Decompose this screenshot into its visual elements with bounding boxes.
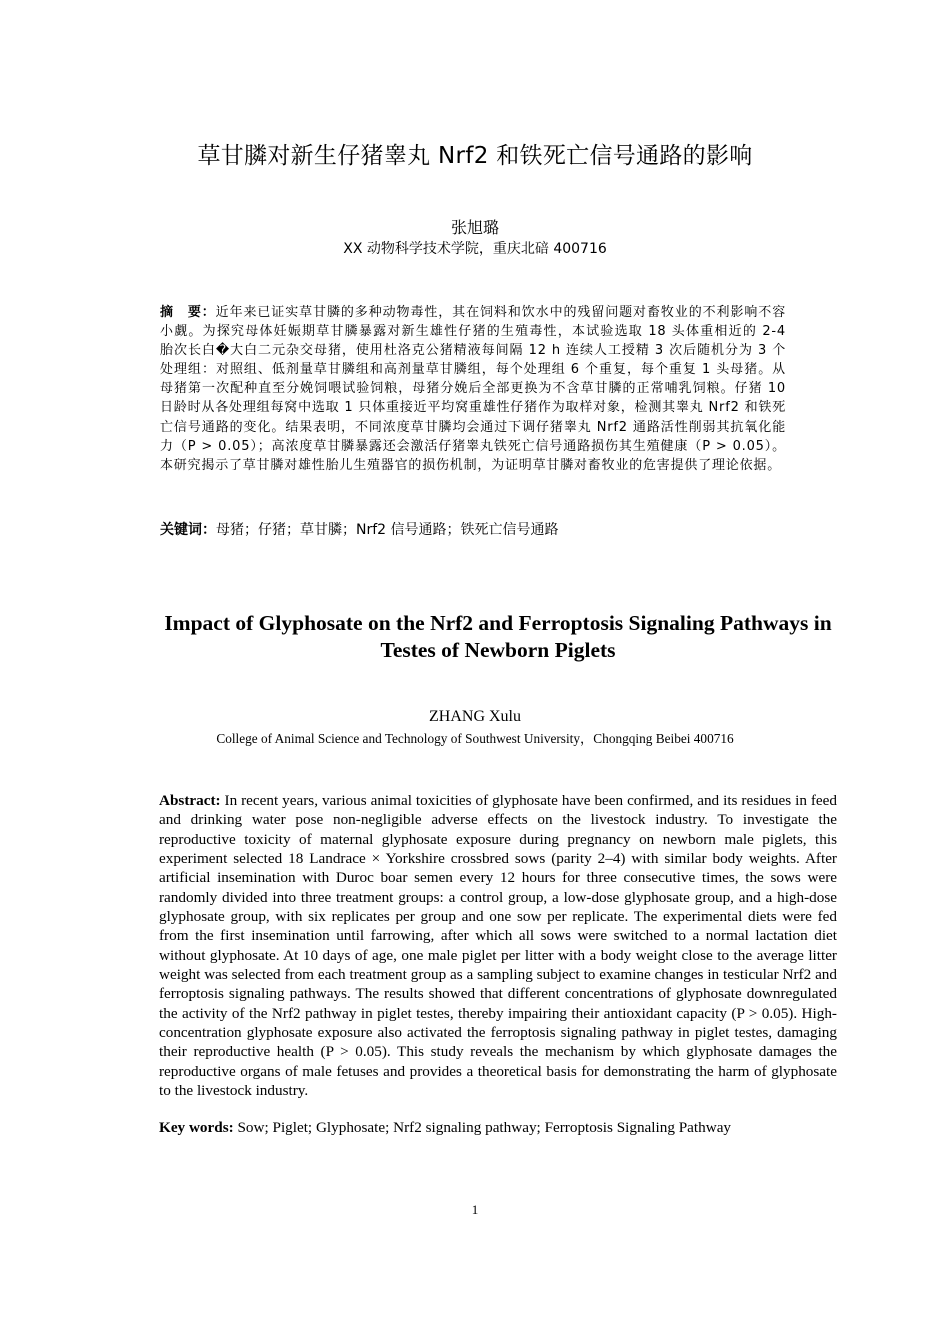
- chinese-title: 草甘膦对新生仔猪睾丸 Nrf2 和铁死亡信号通路的影响: [197, 143, 753, 169]
- chinese-abstract: [160, 303, 786, 475]
- chinese-keywords: [160, 519, 786, 539]
- chinese-author: 张旭璐: [450, 218, 499, 237]
- english-abstract-label: Abstract:: [159, 792, 221, 809]
- chinese-abstract-label: 摘 要：: [160, 305, 216, 320]
- english-abstract: [159, 791, 837, 1101]
- page-number: 1: [471, 1202, 479, 1217]
- english-affiliation: College of Animal Science and Technology of Southwest University，Chongqing Beibei 400716: [216, 731, 734, 746]
- english-author: ZHANG Xulu: [429, 708, 521, 725]
- chinese-keywords-label: 关键词：: [160, 522, 216, 538]
- chinese-keywords-text: 母猪；仔猪；草甘膦；Nrf2 信号通路；铁死亡信号通路: [216, 522, 559, 538]
- english-keywords: [159, 1119, 837, 1137]
- chinese-abstract-text: 近年来已证实草甘膦的多种动物毒性，其在饲料和饮水中的残留问题对畜牧业的不利影响不容小觑。为探究母体妊娠期草甘膦暴露对新生雄性仔猪的生殖毒性，本试验选取 18 头体重相近的 2-4 胎次长白�大白二元杂交母猪，使用杜洛克公猪精液每间隔 12 h 连续人工授精 3 次后随机分为 3 个处理组：对照组、低剂量草甘膦组和高剂量草甘膦组，每个处理组 6 个重复，每个重复 1 头母猪。从母猪第一次配种直至分娩饲喂试验饲粮，母猪分娩后全部更换为不含草甘膦的正常哺乳饲粮。仔猪 10 日龄时从各处理组每窝中选取 1 只体重接近平均窝重雄性仔猪作为取样对象，检测其睾丸 Nrf2 和铁死亡信号通路的变化。结果表明，不同浓度草甘膦均会通过下调仔猪睾丸 Nrf2 通路活性削弱其抗氧化能力（P > 0.05）；高浓度草甘膦暴露还会激活仔猪睾丸铁死亡信号通路损伤其生殖健康（P > 0.05）。本研究揭示了草甘膦对雄性胎儿生殖器官的损伤机制，为证明草甘膦对畜牧业的危害提供了理论依据。: [160, 305, 786, 473]
- chinese-affiliation: XX 动物科学技术学院，重庆北碚 400716: [343, 241, 607, 257]
- english-keywords-label: Key words:: [159, 1119, 234, 1136]
- english-keywords-text: Sow; Piglet; Glyphosate; Nrf2 signaling pathway; Ferroptosis Signaling Pathway: [233, 1119, 732, 1136]
- english-title: Impact of Glyphosate on the Nrf2 and Ferroptosis Signaling Pathways in Testes of Newborn Piglets: [164, 611, 832, 662]
- english-abstract-text: In recent years, various animal toxicities of glyphosate have been confirmed, and its residues in feed and drinking water pose non-negligible adverse effects on the livestock industry. To investigate the reproductive toxicity of maternal glyphosate exposure during pregnancy on newborn male piglets, this experiment selected 18 Landrace × Yorkshire crossbred sows (parity 2–4) with similar body weights. After artificial insemination with Duroc boar semen every 12 hours for three consecutive times, the sows were randomly divided into three treatment groups: a control group, a low-dose glyphosate group, and a high-dose glyphosate group, with six replicates per group and one sow per replicate. The experimental diets were fed from the first insemination until farrowing, after which all sows were switched to a normal lactation diet without glyphosate. At 10 days of age, one male piglet per litter with a body weight close to the average litter weight was selected from each treatment group as a sampling subject to examine changes in testicular Nrf2 and ferroptosis signaling pathways. The results showed that different concentrations of glyphosate downregulated the activity of the Nrf2 pathway in piglet testes, thereby impairing their antioxidant capacity (P > 0.05). High-concentration glyphosate exposure also activated the ferroptosis signaling pathway in piglet testes, damaging their reproductive health (P > 0.05). This study reveals the mechanism by which glyphosate damages the reproductive organs of male fetuses and provides a theoretical basis for demonstrating the harm of glyphosate to the livestock industry.: [159, 792, 837, 1100]
